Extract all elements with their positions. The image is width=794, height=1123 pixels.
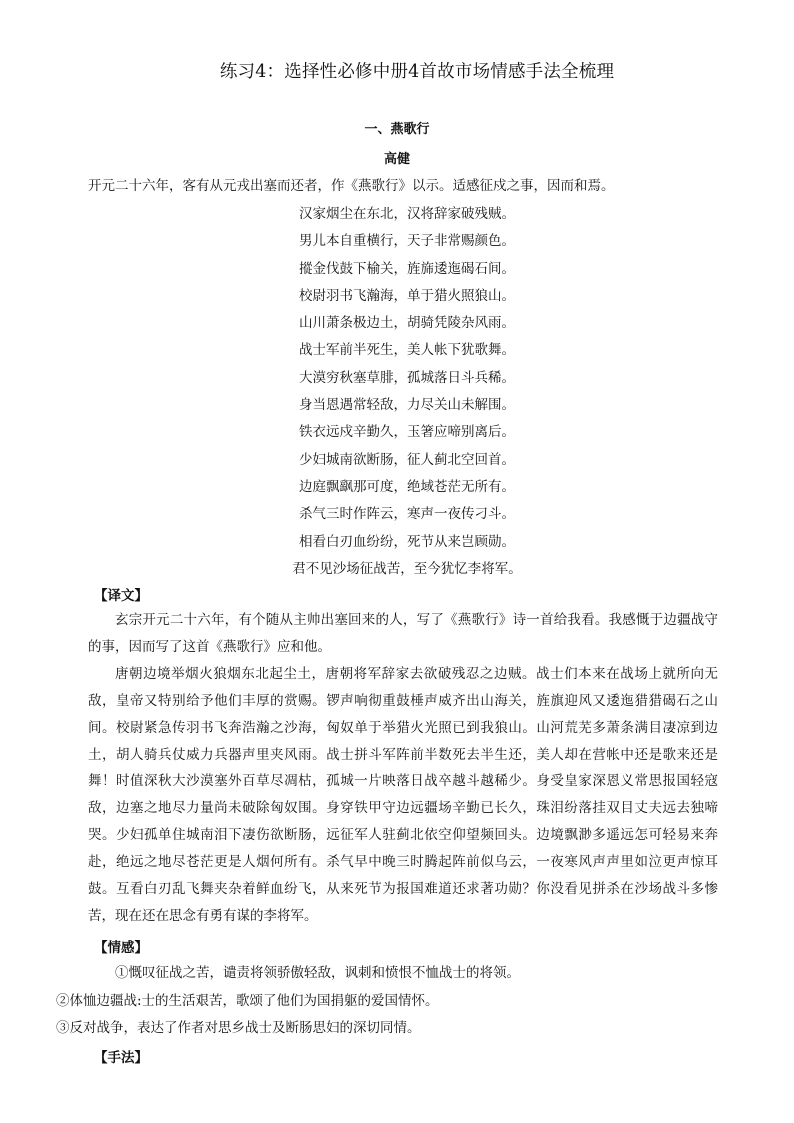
- poem-author: 高健: [383, 152, 410, 167]
- poem-body: [0, 201, 794, 583]
- poem-line: 君不见沙场征战苦，至今犹忆李将军。: [292, 560, 522, 577]
- emotion-item: ②体恤边疆战:士的生活艰苦，歌颂了他们为国捐躯的爱国情怀。: [56, 992, 439, 1009]
- poem-line: 相看白刃血纷纷，死节从来岂顾勋。: [299, 533, 515, 550]
- poem-line: 杀气三时作阵云，寒声一夜传刁斗。: [299, 506, 515, 523]
- poem-line: 山川萧条极边土，胡骑凭陵杂风雨。: [299, 315, 515, 332]
- emotion-item: ③反对战争，表达了作者对思乡战士及断肠思妇的深切同情。: [56, 1020, 421, 1036]
- page-title: 练习4：选择性必修中册4首故市场情感手法全梳理: [219, 62, 615, 82]
- poem-line: 铁衣远戍辛勤久，玉箸应啼别离后。: [299, 424, 515, 441]
- poem-line: 大漠穷秋塞草腓，孤城落日斗兵稀。: [299, 369, 515, 386]
- emotion-item: ①慨叹征战之苦，谴责将领骄傲轻敌，讽刺和愤恨不恤战士的将领。: [115, 965, 520, 981]
- section-title: 一、燕歌行: [364, 122, 430, 137]
- emotion-list: [56, 960, 520, 1043]
- translation-paragraph: 唐朝边境举烟火狼烟东北起尘土，唐朝将军辞家去欲破残忍之边贼。战士们本来在战场上就所向无敌，皇帝又特别给予他们丰厚的赏赐。锣声响彻重鼓棰声威齐出山海关，旌旗迎风又逶迤猎猎碣石之山间。校尉紧急传羽书飞奔浩瀚之沙海，匈奴单于举猎火光照已到我狼山。山河荒芜多萧条满目凄凉到边土，胡人骑兵仗威力兵器声里夹风雨。战士拼斗军阵前半数死去半生还，美人却在营帐中还是歌来还是舞！时值深秋大沙漠塞外百草尽凋枯，孤城一片映落日战卒越斗越稀少。身受皇家深恩义常思报国轻寇敌，边塞之地尽力量尚未破除匈奴围。身穿铁甲守边远疆场辛勤已长久，珠泪纷落挂双目丈夫远去独啼哭。少妇孤单住城南泪下凄伤欲断肠，远征军人驻蓟北依空仰望频回头。边境飘渺多遥远怎可轻易来奔赴，绝远之地尽苍茫更是人烟何所有。杀气早中晚三时腾起阵前似乌云，一夜寒风声声里如泣更声惊耳鼓。互看白刃乱飞舞夹杂着鲜血纷飞，从来死节为报国难道还求著功勋？你没看见拼杀在沙场战斗多惨苦，现在还在思念有勇有谋的李将军。: [88, 665, 718, 924]
- poem-line: 男儿本自重横行，天子非常赐颜色。: [299, 233, 515, 250]
- poem-line: 边庭飘飖那可度，绝域苍茫无所有。: [299, 478, 515, 495]
- translation-paragraph: 玄宗开元二十六年，有个随从主帅出塞回来的人，写了《燕歌行》诗一首给我看。我感慨于边疆战守的事，因而写了这首《燕歌行》应和他。: [88, 612, 718, 655]
- poem-line: 汉家烟尘在东北，汉将辞家破残贼。: [299, 206, 515, 222]
- poem-line: 战士军前半死生，美人帐下犹歌舞。: [299, 342, 515, 359]
- translation-text: [88, 607, 718, 930]
- poem-line: 身当恩遇常轻敌，力尽关山未解围。: [299, 397, 515, 414]
- poem-line: 摐金伐鼓下榆关，旌旆逶迤碣石间。: [299, 260, 515, 277]
- technique-heading: 【手法】: [94, 1050, 148, 1066]
- poem-preface: 开元二十六年，客有从元戎出塞而还者，作《燕歌行》以示。适感征戍之事，因而和焉。: [88, 178, 615, 194]
- translation-heading: 【译文】: [94, 588, 148, 604]
- poem-line: 校尉羽书飞瀚海，单于猎火照狼山。: [299, 287, 515, 304]
- poem-line: 少妇城南欲断肠，征人蓟北空回首。: [299, 451, 515, 468]
- emotion-heading: 【情感】: [94, 940, 148, 956]
